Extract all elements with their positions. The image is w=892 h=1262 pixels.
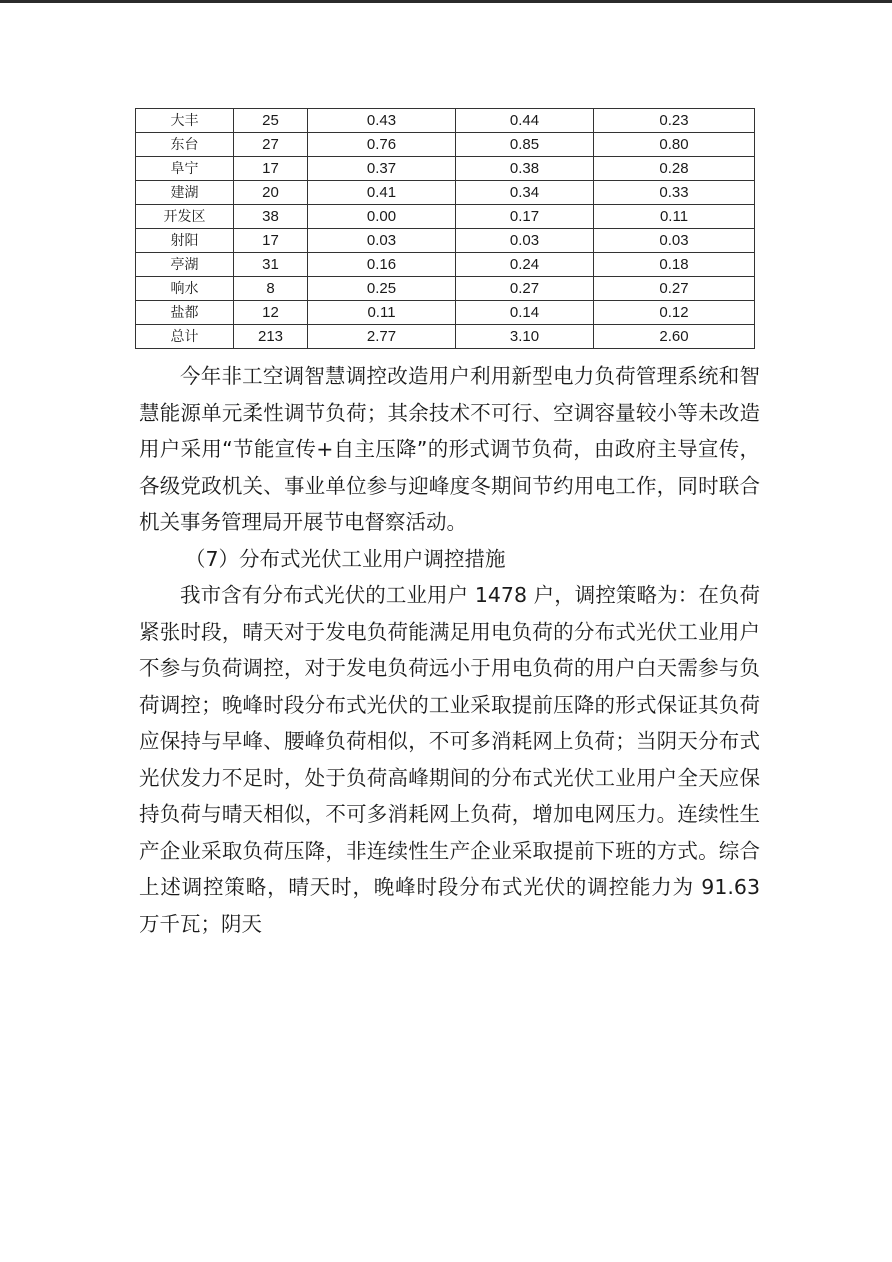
district-name-cell: 射阳 [136,229,234,253]
value-b-cell: 0.85 [456,133,594,157]
value-c-cell: 0.03 [594,229,755,253]
district-name-cell: 总计 [136,325,234,349]
value-c-cell: 0.18 [594,253,755,277]
table-row [136,277,755,301]
district-name-cell: 开发区 [136,205,234,229]
value-c-cell: 0.28 [594,157,755,181]
district-data-table [135,108,755,349]
table-body [136,109,755,349]
count-cell: 17 [234,229,308,253]
value-b-cell: 0.03 [456,229,594,253]
value-b-cell: 3.10 [456,325,594,349]
value-a-cell: 0.37 [308,157,456,181]
section-heading-distributed-pv: （7）分布式光伏工业用户调控措施 [185,546,506,571]
paragraph-air-conditioning: 今年非工空调智慧调控改造用户利用新型电力负荷管理系统和智慧能源单元柔性调节负荷；其余技术不可行、空调容量较小等未改造用户采用“节能宣传+自主压降”的形式调节负荷，由政府主导宣传，各级党政机关、事业单位参与迎峰度冬期间节约用电工作，同时联合机关事务管理局开展节电督察活动。 [139,364,760,534]
value-a-cell: 0.16 [308,253,456,277]
value-a-cell: 0.76 [308,133,456,157]
count-cell: 12 [234,301,308,325]
value-a-cell: 0.11 [308,301,456,325]
value-c-cell: 2.60 [594,325,755,349]
district-name-cell: 响水 [136,277,234,301]
value-b-cell: 0.24 [456,253,594,277]
value-b-cell: 0.44 [456,109,594,133]
value-a-cell: 2.77 [308,325,456,349]
paragraph-distributed-pv: 我市含有分布式光伏的工业用户 1478 户，调控策略为：在负荷紧张时段，晴天对于发电负荷能满足用电负荷的分布式光伏工业用户不参与负荷调控，对于发电负荷远小于用电负荷的用户白天需参与负荷调控；晚峰时段分布式光伏的工业采取提前压降的形式保证其负荷应保持与早峰、腰峰负荷相似，不可多消耗网上负荷；当阴天分布式光伏发力不足时，处于负荷高峰期间的分布式光伏工业用户全天应保持负荷与晴天相似，不可多消耗网上负荷，增加电网压力。连续性生产企业采取负荷压降，非连续性生产企业采取提前下班的方式。综合上述调控策略，晴天时，晚峰时段分布式光伏的调控能力为 91.63 万千瓦；阴天 [139,583,760,936]
count-cell: 31 [234,253,308,277]
table-row [136,229,755,253]
value-a-cell: 0.25 [308,277,456,301]
value-b-cell: 0.17 [456,205,594,229]
value-c-cell: 0.33 [594,181,755,205]
value-c-cell: 0.80 [594,133,755,157]
value-c-cell: 0.23 [594,109,755,133]
count-cell: 213 [234,325,308,349]
value-a-cell: 0.41 [308,181,456,205]
count-cell: 17 [234,157,308,181]
district-name-cell: 亭湖 [136,253,234,277]
table-row [136,157,755,181]
count-cell: 25 [234,109,308,133]
value-a-cell: 0.00 [308,205,456,229]
district-name-cell: 盐都 [136,301,234,325]
district-name-cell: 阜宁 [136,157,234,181]
value-c-cell: 0.11 [594,205,755,229]
count-cell: 20 [234,181,308,205]
table-row [136,301,755,325]
value-c-cell: 0.27 [594,277,755,301]
district-name-cell: 大丰 [136,109,234,133]
value-a-cell: 0.43 [308,109,456,133]
count-cell: 27 [234,133,308,157]
value-b-cell: 0.27 [456,277,594,301]
top-border-line [0,0,892,3]
table-row [136,325,755,349]
district-name-cell: 东台 [136,133,234,157]
table-row [136,205,755,229]
value-b-cell: 0.38 [456,157,594,181]
value-a-cell: 0.03 [308,229,456,253]
table-row [136,133,755,157]
district-name-cell: 建湖 [136,181,234,205]
value-b-cell: 0.34 [456,181,594,205]
table-row [136,109,755,133]
body-text-block-1 [139,358,760,942]
count-cell: 38 [234,205,308,229]
count-cell: 8 [234,277,308,301]
value-b-cell: 0.14 [456,301,594,325]
table-row [136,253,755,277]
table-row [136,181,755,205]
value-c-cell: 0.12 [594,301,755,325]
